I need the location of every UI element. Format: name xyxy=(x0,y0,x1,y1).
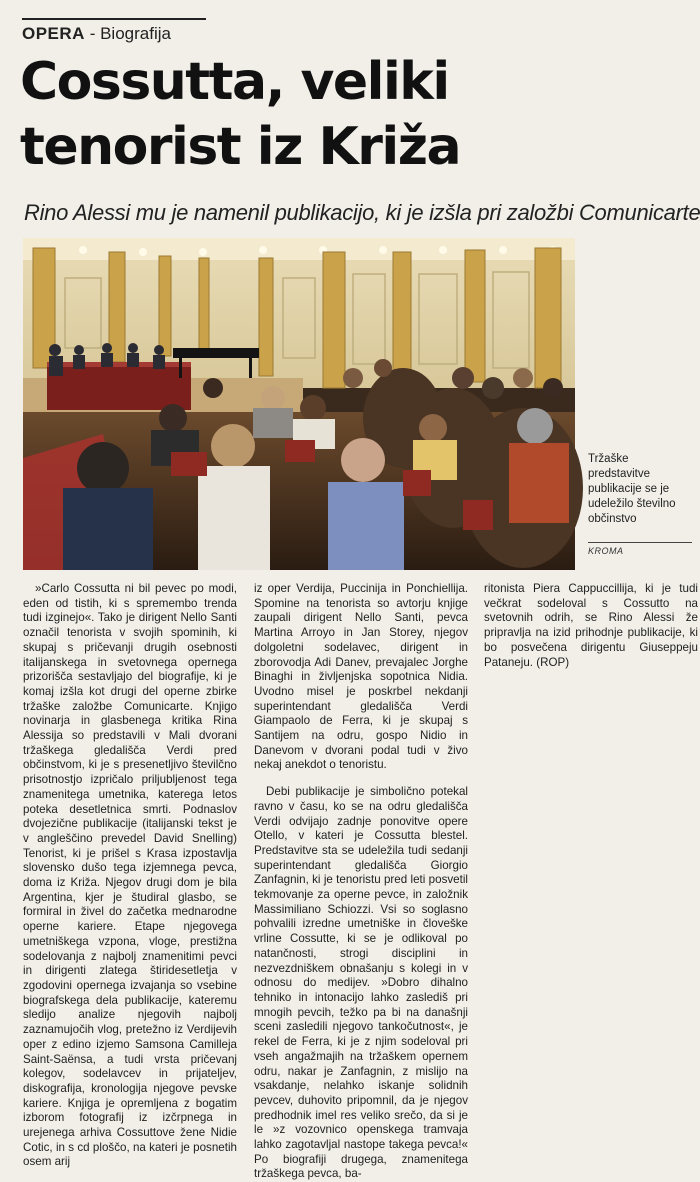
article-subheadline: Rino Alessi mu je namenil publikacijo, ki je izšla pri založbi Comunicarte xyxy=(24,200,700,225)
article-column-3 xyxy=(484,582,698,670)
rubric-separator: - xyxy=(84,24,101,43)
article-paragraph: iz oper Verdija, Puccinija in Ponchiellija. Spomine na tenorista so avtorju knjige zaupali dirigent Nello Santi, pevca Martina Arroyo in Jan Storey, njegov dolgoletni sodelavec, dirigent in zborovodja Adi Danev, prevajalec Jorghe Binaghi in življenjska sopotnica Nidia. Uvodno misel je poskrbel nekdanji superintendant gledališča Verdi Giampaolo de Ferra, ki je skupaj s Santijem na odru, gospo Nidio in Danevom v dvorani podal tudi v živo nekaj anekdot o tenoristu. xyxy=(254,582,468,772)
headline-line-1: Cossutta, veliki xyxy=(20,52,449,112)
section-rubric xyxy=(22,18,206,44)
photo-caption: Tržaške predstavitve publikacije se je udeležilo številno občinstvo xyxy=(588,453,676,525)
photo-credit: KROMA xyxy=(588,542,692,556)
event-photo xyxy=(23,238,575,570)
rubric-category: Biografija xyxy=(100,24,171,43)
rubric-section: OPERA xyxy=(22,24,85,43)
article-headline xyxy=(20,50,690,180)
article-paragraph: ritonista Piera Cappuccillija, ki je tudi večkrat sodeloval s Cossutto na svetovnih odrih, se Rino Alessi že pripravlja na izid prihodnje publikacije, ki bo posvečena dirigentu Giuseppeju Pataneju. (ROP) xyxy=(484,582,698,669)
article-paragraph: »Carlo Cossutta ni bil pevec po modi, eden od tistih, ki s spremembo trenda tudi izginejo«. Tako je dirigent Nello Santi označil tenorista v svojih spominih, ki skupaj s pričevanji drugih osebnosti italijanskega in svetovnega opernega prizorišča sestavljajo del biografije, ki je komaj izšla kot drugi del operne zbirke tržaške založbe Comunicarte. Knjigo novinarja in glasbenega kritika Rina Alessija so predstavili v Mali dvorani tržaškega gledališča Verdi pred občinstvom, ki je s presenetljivo številčno prisotnostjo izpričalo priljubljenost tega znamenitega umetnika, katerega letos poteka desetletnica smrti. Podnaslov dvojezične publikacije (italijanski tekst je v angleščino prevedel David Snelling) Tenorist, ki je prišel s Krasa izpostavlja slovensko dušo tega izjemnega pevca, doma iz Križa. Njegov drugi dom je bila Argentina, kjer je študiral glasbo, se formiral in živel do začetka mednarodne operne kariere. Etape njegovega umetniškega vzpona, vloge, prestižna sodelovanja z najbolj znamenitimi pevci in dirigenti zlatega štiridesetletja v zgodovini opernega izvajanja so vsebine biografskega dela publikacije, kateremu sledijo analize njegovih najbolj zaznamujočih vlog, pretežno iz Verdijevih oper z edino izjemo Samsona Camilleja Saint-Saënsa, a tudi vrsta pričevanj kolegov, sodelavcev in prijateljev, diskografija, kronologija njegove pevske kariere. Knjiga je opremljena z bogatim izborom fotografij iz izčrpnega in urejenega arhiva Cossuttove žene Nidie Cotic, in s cd ploščo, na kateri je posnetih osem arij xyxy=(23,582,237,1169)
article-column-2 xyxy=(254,582,468,1182)
article-paragraph: Debi publikacije je simbolično potekal ravno v času, ko se na odru gledališča Verdi odvijajo zadnje ponovitve opere Otello, v kateri je Cossutta blestel. Predstavitve sta se udeležila tudi sedanji superintendant gledališča Giorgio Zanfagnin, ki je tenoristu pred leti posvetil tekmovanje za operne pevce, in založnik Massimiliano Schiozzi. Vsi so soglasno pohvalili izredne umetniške in človeške vrline Cossutte, ki se je odlikoval po natančnosti, strogi disciplini in nezvezdniškem obnašanju s kolegi in v odnosu do medijev. »Dobro dihalno tehniko in intonacijo lahko zaslediš pri mnogih pevcih, težko pa bi na današnji sceni zasledili njegovo tankočutnost«, je rekel de Ferra, ki je z njim sodeloval pri vseh angažmajih na tržaškem opernem odru, nakar je Zanfagnin, z mislijo na vsakdanje, nelahko iskanje solidnih pevcev, duhovito pripomnil, da je njegov predhodnik imel res veliko srečo, da si je le »z vozovnico openskega tramvaja lahko zagotavljal nastope takega pevca!« Po biografiji drugega, znamenitega tržaškega pevca, ba- xyxy=(254,785,468,1181)
article-column-1 xyxy=(23,582,237,1170)
headline-line-2: tenorist iz Križa xyxy=(20,117,461,177)
